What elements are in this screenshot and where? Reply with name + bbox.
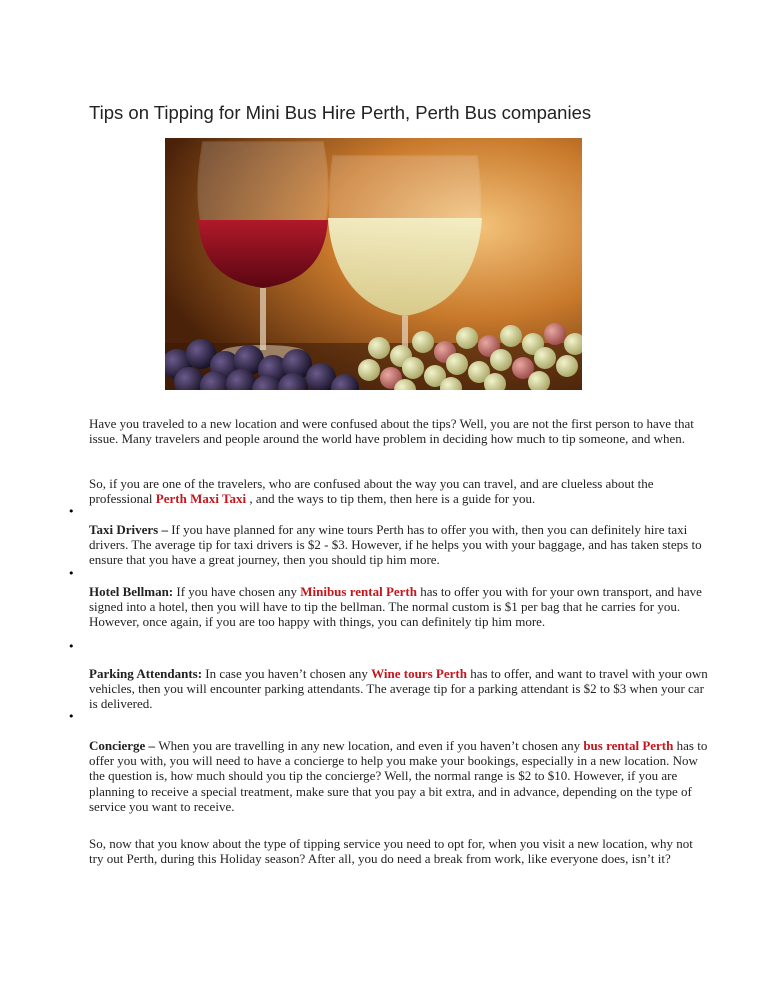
bullet-marker: •	[68, 505, 75, 518]
wine-tours-perth-link[interactable]: Wine tours Perth	[371, 666, 467, 681]
hotel-bellman-item	[89, 584, 709, 630]
wine-glasses-photo	[165, 138, 582, 390]
parking-attendants-item	[89, 666, 709, 712]
bus-rental-perth-link[interactable]: bus rental Perth	[583, 738, 674, 753]
concierge-item	[89, 738, 709, 814]
parking-attendants-text-after: has to offer, and want to travel with your own vehicles, then you will encounter parking attendants. The average tip for a parking attendant is $2 to $3 when your car is delivered.	[89, 666, 708, 712]
perth-maxi-taxi-link[interactable]: Perth Maxi Taxi	[155, 491, 247, 507]
closing-paragraph: So, now that you know about the type of tipping service you need to opt for, when you visit a new location, why not try out Perth, during this Holiday season? After all, you do need a break from work, like everyone does, isn’t it?	[89, 836, 693, 867]
bullet-marker: •	[68, 710, 75, 723]
concierge-text-before: When you are travelling in any new location, and even if you haven’t chosen any	[158, 738, 584, 753]
taxi-drivers-text: If you have planned for any wine tours Perth has to offer you with, then you can definitely hire taxi drivers. The average tip for taxi drivers is $2 - $3. However, if he helps you with your baggage, and has taken steps to ensure that you have a great journey, then you should tip him more.	[89, 522, 702, 568]
intro-paragraph: Have you traveled to a new location and were confused about the tips? Well, you are not the first person to have that issue. Many travelers and people around the world have problem in deciding how much to tip someone, and when.	[89, 416, 694, 447]
bullet-marker: •	[68, 567, 75, 580]
bullet-marker: •	[68, 640, 75, 653]
wine-glasses-illustration	[165, 138, 582, 390]
hotel-bellman-text-after: has to offer you with for your own transport, and have signed into a hotel, then you will have to tip the bellman. The normal custom is $1 per bag that he carries for you. However, once again, if you are too happy with things, you can definitely tip him more.	[89, 584, 702, 630]
guide-text-before: So, if you are one of the travelers, who are confused about the way you can travel, and are clueless about the professional	[89, 476, 654, 507]
concierge-heading: Concierge –	[89, 738, 159, 753]
parking-attendants-text-before: In case you haven’t chosen any	[202, 666, 372, 681]
parking-attendants-heading: Parking Attendants:	[89, 666, 203, 681]
document-title: Tips on Tipping for Mini Bus Hire Perth, Perth Bus companies	[89, 102, 592, 123]
concierge-text-after: has to offer you with, you will need to have a concierge to help you make your bookings, especially in a new location. Now the question is, how much should you tip the concierge? Well, the normal range is $2 to $10. However, if you are planning to receive a special treatment, make sure that you pay a bit extra, and in advance, depending on the type of service you want to receive.	[89, 738, 708, 814]
hotel-bellman-text-before: If you have chosen any	[173, 584, 301, 599]
taxi-drivers-heading: Taxi Drivers –	[89, 522, 172, 537]
hotel-bellman-heading: Hotel Bellman:	[89, 584, 174, 599]
taxi-drivers-item	[89, 522, 709, 568]
guide-text-after: , and the ways to tip them, then here is a guide for you.	[246, 491, 536, 507]
minibus-rental-perth-link[interactable]: Minibus rental Perth	[300, 584, 417, 599]
guide-paragraph	[89, 476, 709, 506]
